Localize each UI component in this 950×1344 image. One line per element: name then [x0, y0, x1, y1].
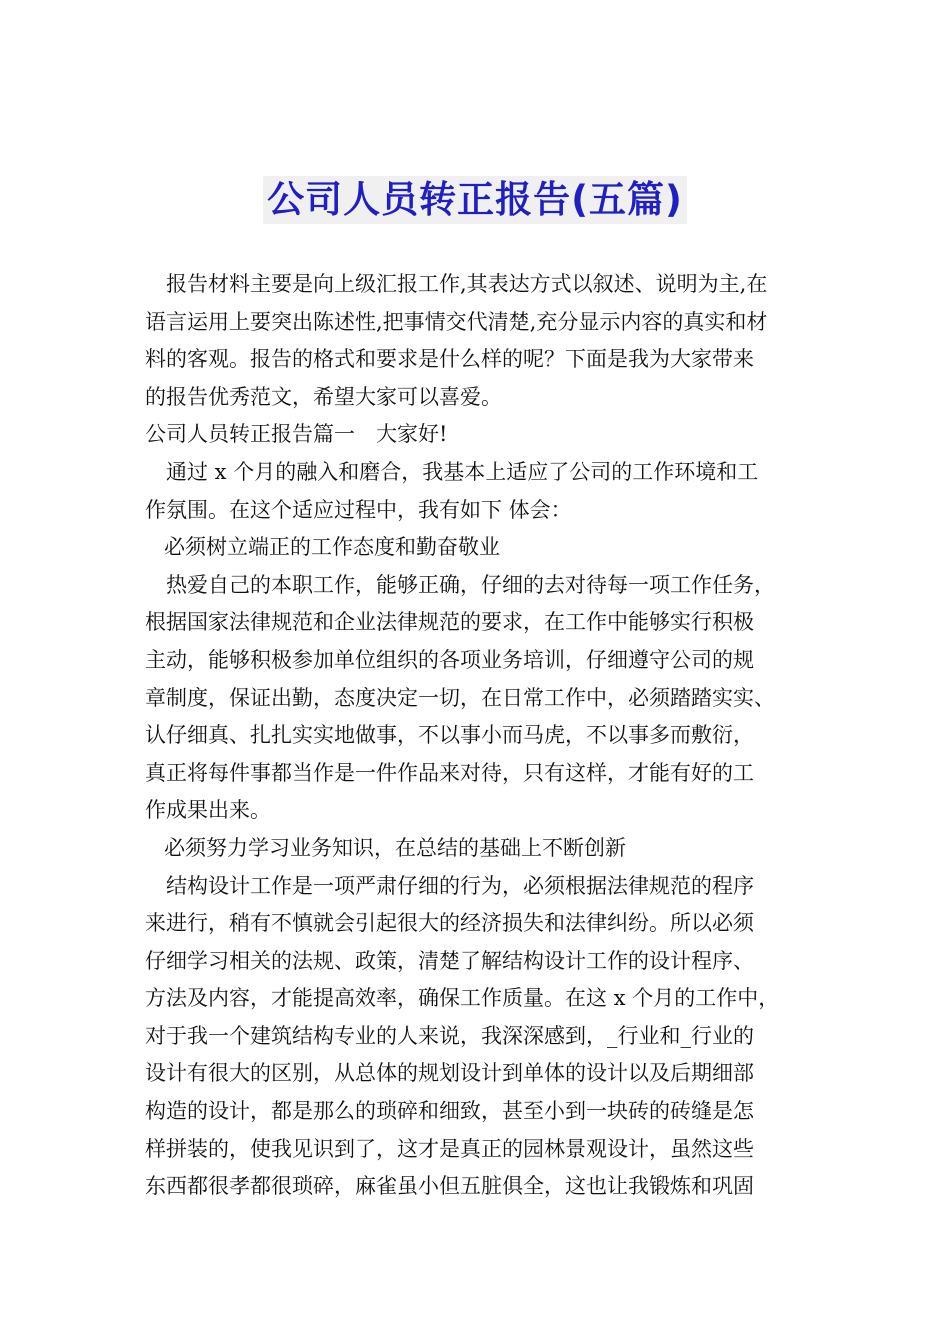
body-line: 报告材料主要是向上级汇报工作,其表达方式以叙述、说明为主,在	[166, 272, 768, 296]
body-line: 对于我一个建筑结构专业的人来说，我深深感到，_行业和_行业的	[145, 1023, 754, 1048]
body-line: 语言运用上要突出陈述性,把事情交代清楚,充分显示内容的真实和材	[145, 309, 768, 334]
body-line: 根据国家法律规范和企业法律规范的要求，在工作中能够实行积极	[145, 610, 754, 635]
document-title: 公司人员转正报告(五篇)	[263, 176, 687, 224]
body-line: 设计有很大的区别，从总体的规划设计到单体的设计以及后期细部	[145, 1061, 754, 1086]
body-line: 料的客观。报告的格式和要求是什么样的呢？下面是我为大家带来	[145, 347, 754, 372]
body-line: 东西都很孝都很琐碎，麻雀虽小但五脏俱全，这也让我锻炼和巩固	[145, 1174, 754, 1199]
body-line: 方法及内容，才能提高效率，确保工作质量。在这 x 个月的工作中，	[145, 986, 780, 1011]
document-body	[145, 266, 835, 1206]
body-line: 样拼装的，使我见识到了，这才是真正的园林景观设计，虽然这些	[145, 1136, 754, 1161]
body-line: 热爱自己的本职工作，能够正确，仔细的去对待每一项工作任务，	[166, 572, 775, 597]
body-line: 的报告优秀范文，希望大家可以喜爱。	[145, 384, 502, 409]
body-line: 结构设计工作是一项严肃仔细的行为，必须根据法律规范的程序	[166, 873, 754, 898]
body-line: 章制度，保证出勤，态度决定一切，在日常工作中，必须踏踏实实、	[145, 685, 775, 710]
body-line: 作成果出来。	[145, 798, 271, 823]
subheading: 必须努力学习业务知识，在总结的基础上不断创新	[164, 835, 626, 860]
body-line: 主动，能够积极参加单位组织的各项业务培训，仔细遵守公司的规	[145, 647, 754, 672]
body-line: 来进行，稍有不慎就会引起很大的经济损失和法律纠纷。所以必须	[145, 911, 754, 936]
body-line: 通过 x 个月的融入和磨合，我基本上适应了公司的工作环境和工	[166, 459, 759, 484]
body-line: 作氛围。在这个适应过程中，我有如下 体会：	[145, 497, 572, 522]
body-line: 构造的设计，都是那么的琐碎和细致，甚至小到一块砖的砖缝是怎	[145, 1099, 754, 1124]
section-heading: 公司人员转正报告篇一 大家好!	[145, 422, 448, 447]
title-container	[0, 176, 950, 224]
body-line: 认仔细真、扎扎实实地做事，不以事小而马虎，不以事多而敷衍，	[145, 723, 754, 748]
subheading: 必须树立端正的工作态度和勤奋敬业	[164, 535, 500, 560]
body-line: 真正将每件事都当作是一件作品来对待，只有这样，才能有好的工	[145, 760, 754, 785]
body-line: 仔细学习相关的法规、政策，清楚了解结构设计工作的设计程序、	[145, 948, 754, 973]
